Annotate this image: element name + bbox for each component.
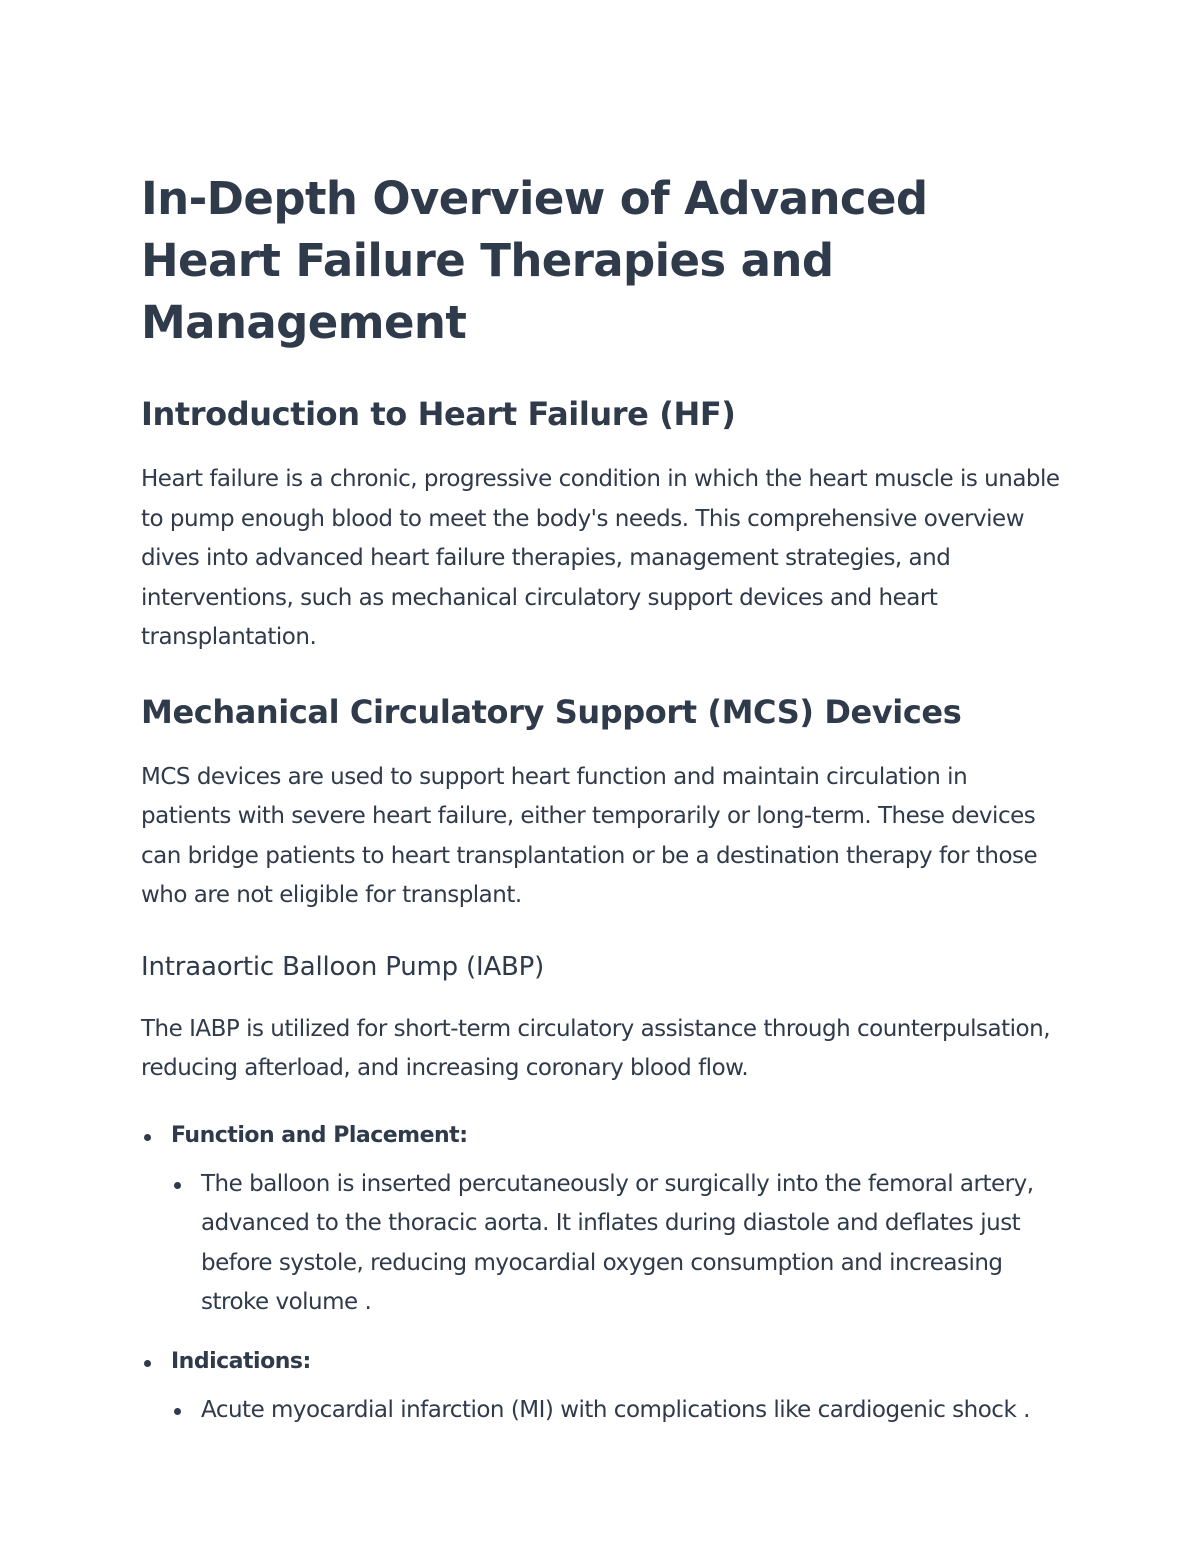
list-item-title: Function and Placement: xyxy=(171,1122,468,1148)
bullet-icon xyxy=(144,1360,151,1367)
list-item xyxy=(141,1119,1061,1323)
sub-list xyxy=(171,1165,1061,1323)
bullet-icon xyxy=(174,1408,181,1415)
intro-paragraph: Heart failure is a chronic, progressive condition in which the heart muscle is unable to pump enough blood to meet the body's needs. This comprehensive overview dives into advanced heart failure therapies, management strategies, and interventions, such as mechanical circulatory support devices and heart transplantation. xyxy=(141,466,1060,650)
iabp-list xyxy=(141,1119,1061,1431)
document-title: In-Depth Overview of Advanced Heart Failure Therapies and Management xyxy=(141,172,928,349)
list-item-title: Indications: xyxy=(171,1348,311,1374)
sub-list-item xyxy=(171,1165,1061,1323)
bullet-icon xyxy=(174,1182,181,1189)
bullet-icon xyxy=(144,1134,151,1141)
document-page xyxy=(141,168,1061,1444)
sub-list-item xyxy=(171,1391,1061,1431)
section-heading-mcs: Mechanical Circulatory Support (MCS) Devices xyxy=(141,692,962,731)
section-heading-intro: Introduction to Heart Failure (HF) xyxy=(141,395,736,433)
subsection-heading-iabp: Intraaortic Balloon Pump (IABP) xyxy=(141,951,545,982)
mcs-paragraph: MCS devices are used to support heart function and maintain circulation in patients with severe heart failure, either temporarily or long-term. These devices can bridge patients to heart transplantation or be a destination therapy for those who are not eligible for transplant. xyxy=(141,763,1038,908)
sub-list-item-text: Acute myocardial infarction (MI) with complications like cardiogenic shock . xyxy=(201,1396,1030,1423)
list-item xyxy=(141,1345,1061,1431)
sub-list-item-text: The balloon is inserted percutaneously or surgically into the femoral artery, advanced to the thoracic aorta. It inflates during diastole and deflates just before systole, reducing myocardial oxygen consumption and increasing stroke volume . xyxy=(201,1170,1034,1315)
iabp-paragraph: The IABP is utilized for short-term circulatory assistance through counterpulsation, reducing afterload, and increasing coronary blood flow. xyxy=(141,1015,1051,1081)
sub-list xyxy=(171,1391,1061,1431)
